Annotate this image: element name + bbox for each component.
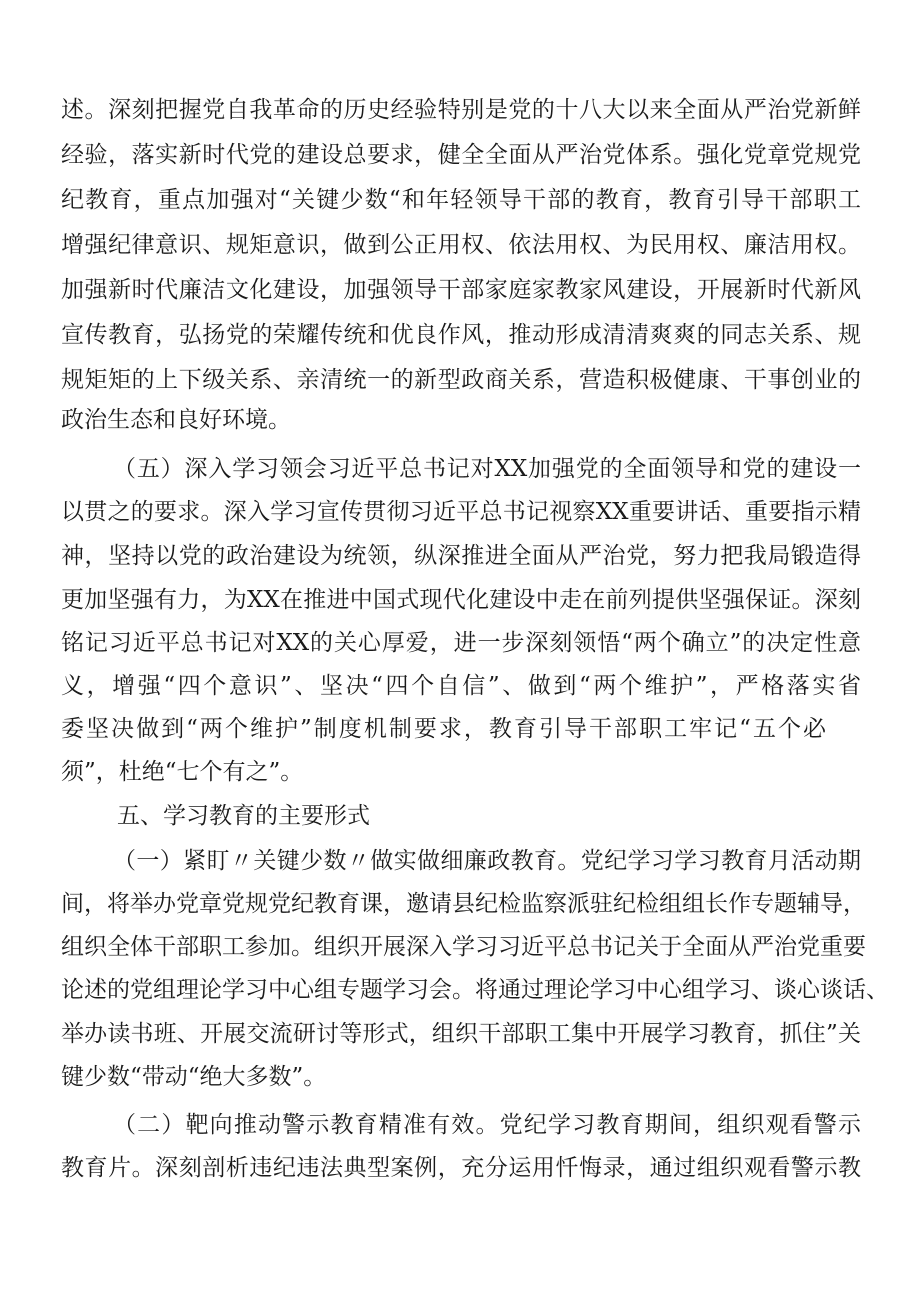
paragraph-5-first-line: （五）深入学习领会习近平总书记对XX加强党的全面领导和党的建设一 bbox=[113, 456, 861, 482]
body-text-line: 神，坚持以党的政治建设为统领，纵深推进全面从严治党，努力把我局锻造得 bbox=[61, 543, 861, 569]
body-text-line: 纪教育，重点加强对“关键少数“和年轻领导干部的教育，教育引导干部职工 bbox=[61, 187, 861, 213]
body-text-line: 铭记习近平总书记对XX的关心厚爱，进一步深刻领悟“两个确立”的决定性意 bbox=[61, 630, 861, 656]
body-text-line: 加强新时代廉洁文化建设，加强领导干部家庭家教家风建设，开展新时代新风 bbox=[61, 277, 861, 303]
section-heading: 五、学习教育的主要形式 bbox=[117, 803, 370, 829]
body-text-line: 须”，杜绝“七个有之”。 bbox=[61, 759, 304, 785]
body-text-line: 更加坚强有力，为XX在推进中国式现代化建设中走在前列提供坚强保证。深刻 bbox=[61, 587, 861, 613]
body-text-line: 宣传教育，弘扬党的荣耀传统和优良作风，推动形成清清爽爽的同志关系、规 bbox=[61, 322, 861, 348]
body-text-line: 经验，落实新时代党的建设总要求，健全全面从严治党体系。强化党章党规党 bbox=[61, 142, 861, 168]
body-text-line: 间，将举办党章党规党纪教育课，邀请县纪检监察派驻纪检组组长作专题辅导， bbox=[61, 891, 866, 917]
body-text-line: 政治生态和良好环境。 bbox=[61, 407, 291, 433]
body-text-line: 教育片。深刻剖析违纪违法典型案例，充分运用忏悔录，通过组织观看警示教 bbox=[61, 1155, 861, 1181]
body-text-line: 论述的党组理论学习中心组专题学习会。将通过理论学习中心组学习、谈心谈话、 bbox=[61, 977, 889, 1003]
body-text-line: 举办读书班、开展交流研讨等形式，组织干部职工集中开展学习教育，抓住”关 bbox=[61, 1021, 861, 1047]
paragraph-2-first-line: （二）靶向推动警示教育精准有效。党纪学习教育期间，组织观看警示 bbox=[113, 1112, 861, 1138]
body-text-line: 增强纪律意识、规矩意识，做到公正用权、依法用权、为民用权、廉洁用权。 bbox=[61, 232, 861, 258]
body-text-line: 以贯之的要求。深入学习宣传贯彻习近平总书记视察XX重要讲话、重要指示精 bbox=[61, 499, 861, 525]
paragraph-1-first-line: （一）紧盯〃关键少数〃做实做细廉政教育。党纪学习学习教育月活动期 bbox=[113, 848, 861, 874]
body-text-line: 规矩矩的上下级关系、亲清统一的新型政商关系，营造积极健康、干事创业的 bbox=[61, 367, 861, 393]
body-text-line: 义，增强“四个意识”、坚决“四个自信”、做到“两个维护”，严格落实省 bbox=[61, 673, 861, 699]
body-text-line: 委坚决做到“两个维护”制度机制要求，教育引导干部职工牢记“五个必 bbox=[61, 716, 826, 742]
body-text-line: 述。深刻把握党自我革命的历史经验特别是党的十八大以来全面从严治党新鲜 bbox=[61, 97, 861, 123]
body-text-line: 键少数“带动“绝大多数”。 bbox=[61, 1064, 327, 1090]
body-text-line: 组织全体干部职工参加。组织开展深入学习习近平总书记关于全面从严治党重要 bbox=[61, 934, 866, 960]
